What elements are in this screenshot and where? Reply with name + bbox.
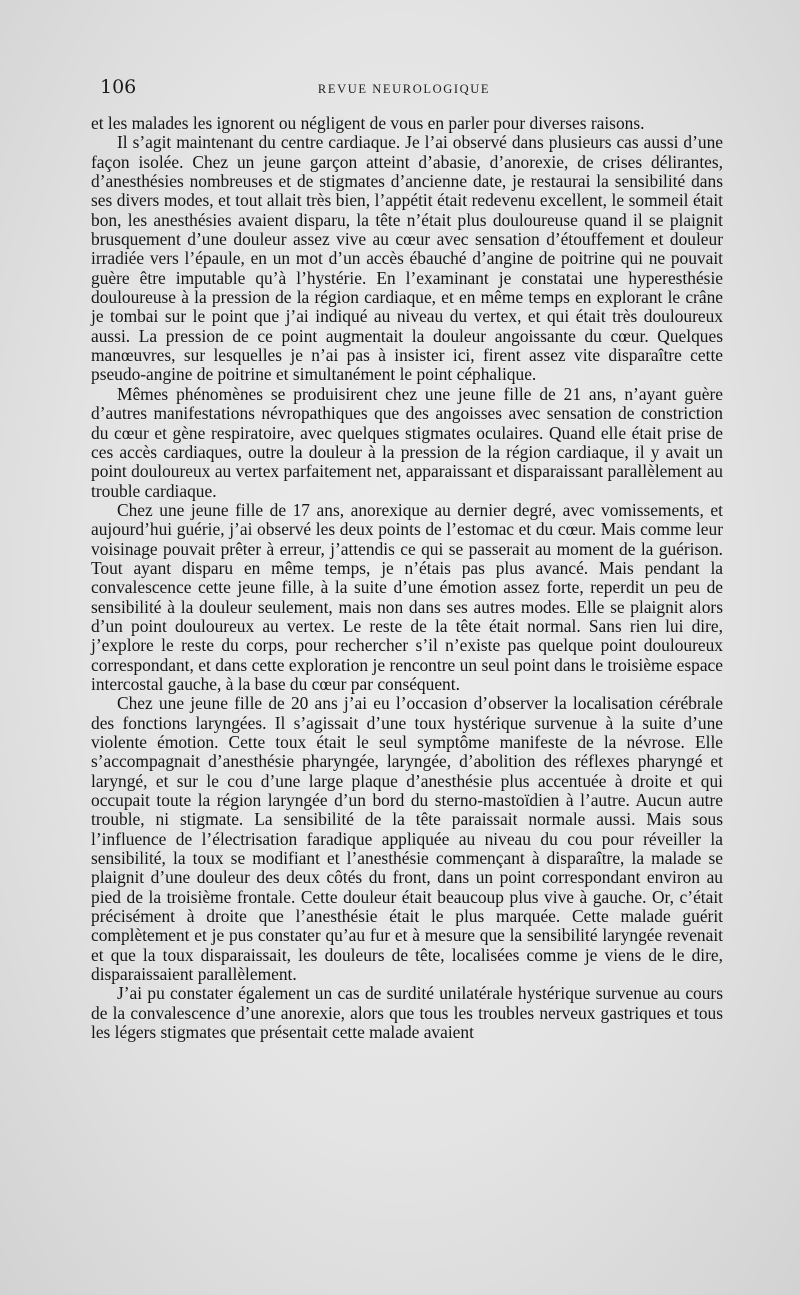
paragraph: Chez une jeune fille de 20 ans j’ai eu l’occasion d’observer la localisation cérébrale des fonctions laryngées. Il s’agissait d’une toux hystérique survenue à la suite d’une violente émotion. Cette toux était le seul symptôme manifeste de la névrose. Elle s’accompagnait d’anesthésie pharyngée, laryngée, d’abolition des réflexes pharyngé et laryngé, et sur le cou d’une large plaque d’anesthésie plus accentuée à droite et qui occupait toute la région laryngée d’un bord du sterno-mastoïdien à l’autre. Aucun autre trouble, ni stigmate. La sensibilité de la tête paraissait normale aussi. Mais sous l’influence de l’électrisation faradique appliquée au niveau du cou pour réveiller la sensibilité, la toux se modifiant et l’anesthésie commençant à disparaître, la malade se plaignit d’une douleur des deux côtés du front, dans un point correspondant environ au pied de la troisième frontale. Cette douleur était beaucoup plus vive à gauche. Or, c’était précisément à droite que l’anesthésie était le plus marquée. Cette malade guérit complètement et je pus constater qu’au fur et à mesure que la sensibilité laryngée revenait et que la toux disparaissait, les douleurs de tête, localisées comme je viens de le dire, disparaissaient parallèlement. (91, 693, 723, 985)
journal-title: REVUE NEUROLOGIQUE (317, 82, 491, 96)
paragraph: Mêmes phénomènes se produisirent chez une jeune fille de 21 ans, n’ayant guère d’autres manifestations névropathiques que des angoisses avec sensation de constriction du cœur et gène respiratoire, avec quelques stigmates oculaires. Quand elle était prise de ces accès cardiaques, outre la douleur à la pression de la région cardiaque, il y avait un point douloureux au vertex parfaitement net, apparaissant et disparaissant parallèlement au trouble cardiaque. (91, 383, 723, 501)
body-text (91, 114, 723, 1043)
paragraph: Chez une jeune fille de 17 ans, anorexique au dernier degré, avec vomissements, et aujourd’hui guérie, j’ai observé les deux points de l’estomac et du cœur. Mais comme leur voisinage pouvait prêter à erreur, j’attendis ce qui se passerait au moment de la guérison. Tout ayant disparu en même temps, je n’étais pas plus avancé. Mais pendant la convalescence cette jeune fille, à la suite d’une émotion assez forte, reperdit un peu de sensibilité à la douleur seulement, mais non dans ses autres modes. Elle se plaignit alors d’un point douloureux au vertex. Le reste de la tête était normal. Sans rien lui dire, j’explore le reste du corps, pour rechercher s’il n’existe pas quelque point douloureux correspondant, et dans cette exploration je rencontre un seul point dans le troisième espace intercostal gauche, à la base du cœur par conséquent. (91, 499, 723, 694)
running-head (88, 76, 720, 100)
paragraph: J’ai pu constater également un cas de surdité unilatérale hystérique survenue au cours de la convalescence d’une anorexie, alors que tous les troubles nerveux gastriques et tous les légers stigmates que présentait cette malade avaient (91, 983, 723, 1043)
paragraph: et les malades les ignorent ou négligent de vous en parler pour diverses raisons. (91, 113, 645, 133)
page-number: 106 (100, 76, 137, 98)
paragraph: Il s’agit maintenant du centre cardiaque. Je l’ai observé dans plusieurs cas aussi d’une façon isolée. Chez un jeune garçon atteint d’abasie, d’anorexie, de crises délirantes, d’anesthésies nombreuses et de stigmates d’ancienne date, je restaurai la sensibilité dans ses divers modes, et tout allait très bien, l’appétit était redevenu excellent, le sommeil était bon, les anesthésies avaient disparu, la tête n’était plus douloureuse quand il se plaignit brusquement d’une douleur assez vive au cœur avec sensation d’étouffement et douleur irradiée vers l’épaule, en un mot d’un accès ébauché d’angine de poitrine qui ne pouvait guère être imputable qu’à l’hystérie. En l’examinant je constatai une hyperesthésie douloureuse à la pression de la région cardiaque, et en même temps en explorant le crâne je tombai sur le point que j’ai indiqué au niveau du vertex, et qui était très douloureux aussi. La pression de ce point augmentait la douleur angoissante du cœur. Quelques manœuvres, sur lesquelles je n’ai pas à insister ici, firent assez vite disparaître cette pseudo-angine de poitrine et simultanément le point céphalique. (91, 132, 723, 385)
